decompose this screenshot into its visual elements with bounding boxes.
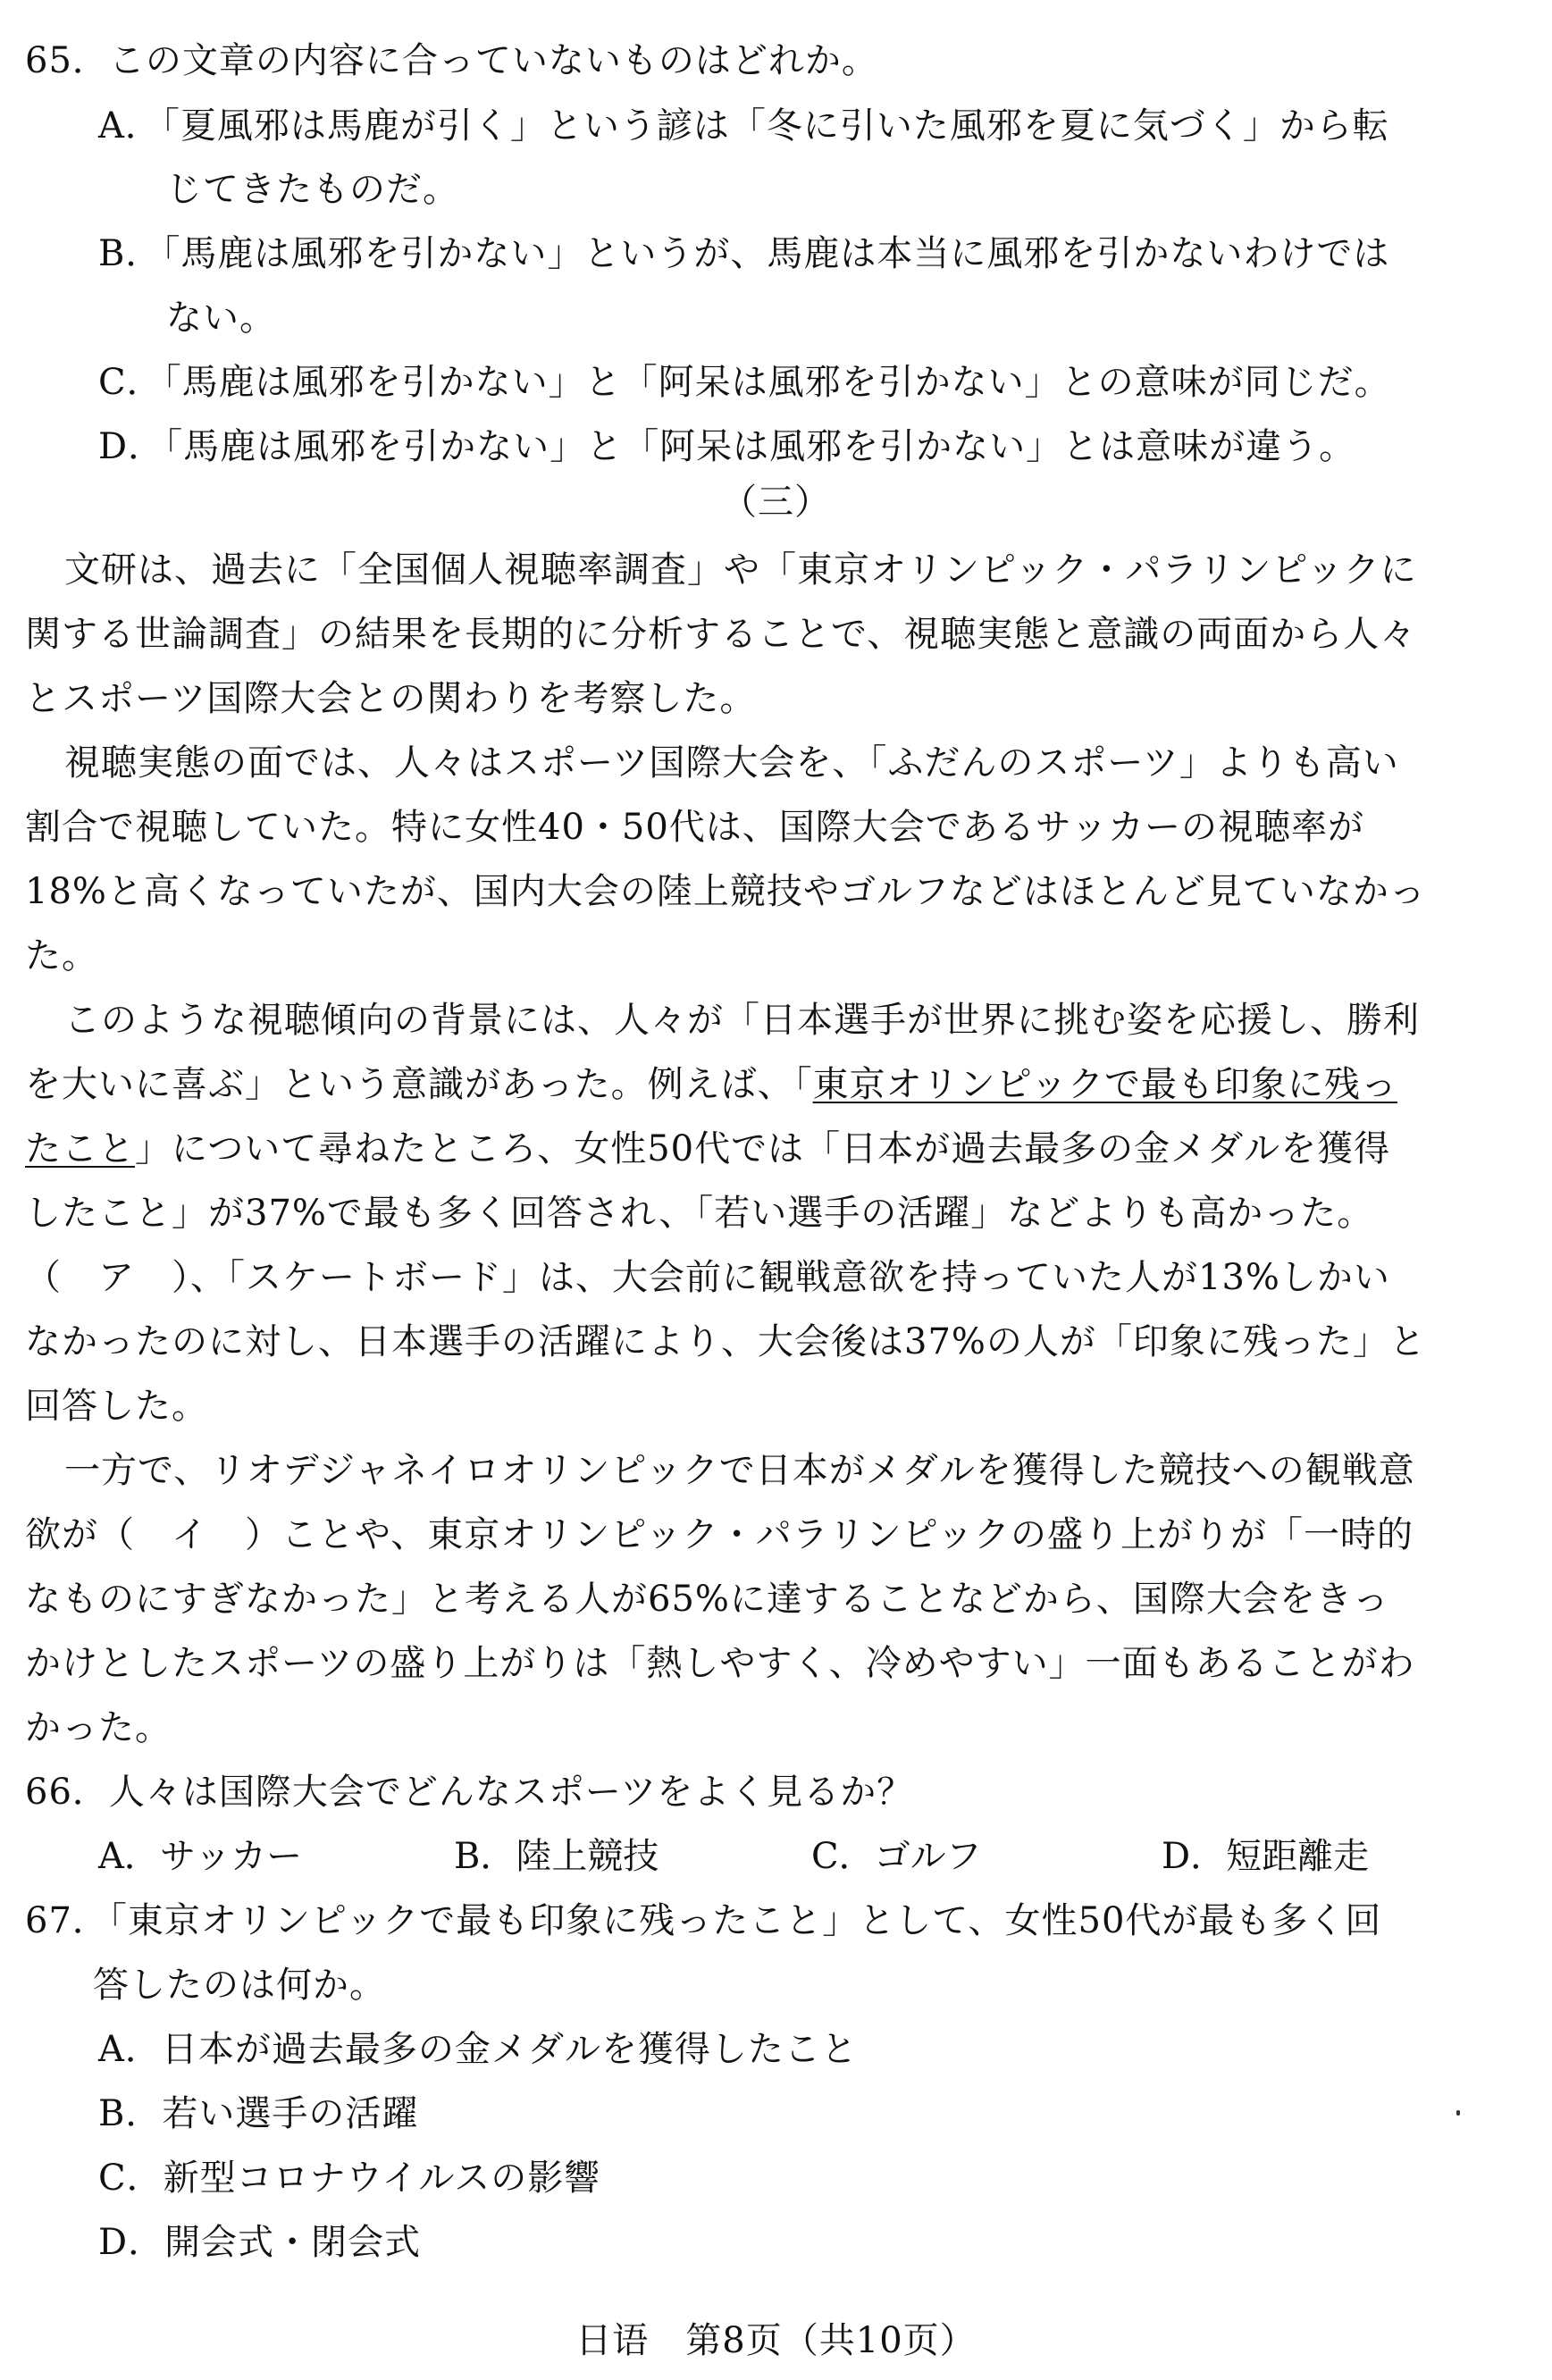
passage-p3-line2-text: を大いに喜ぶ」という意識があった。例えば、「 [25,1064,813,1105]
q67-stem-line1: 67．「東京オリンピックで最も印象に残ったこと」として、女性50代が最も多く回 [25,1900,1382,1941]
passage-p4-line5: かった。 [25,1707,172,1748]
passage-p2-line2: 割合で視聴していた。特に女性40・50代は、国際大会であるサッカーの視聴率が [25,807,1364,848]
q65-option-b-line1: B．「馬鹿は風邪を引かない」というが、馬鹿は本当に風邪を引かないわけでは [98,233,1390,274]
passage-p3-line1: このような視聴傾向の背景には、人々が「日本選手が世界に挑む姿を応援し、勝利 [64,1000,1420,1041]
q67-option-b: B．若い選手の活躍 [98,2093,419,2134]
passage-p3-line6: なかったのに対し、日本選手の活躍により、大会後は37%の人が「印象に残った」と [25,1321,1426,1362]
q67-option-d: D．開会式・閉会式 [98,2222,422,2263]
passage-p2-line3: 18%と高くなっていたが、国内大会の陸上競技やゴルフなどはほとんど見ていなかっ [25,871,1426,912]
q66-option-c: C．ゴルフ [811,1836,982,1877]
underlined-phrase-part2: たこと [25,1128,135,1169]
q67-option-a: A．日本が過去最多の金メダルを獲得したこと [98,2029,858,2070]
q66-option-d: D．短距離走 [1162,1836,1370,1877]
q65-stem: 65．この文章の内容に合っていないものはどれか。 [25,40,878,81]
passage-p1-line3: とスポーツ国際大会との関わりを考察した。 [25,678,757,719]
passage-p4-line4: かけとしたスポーツの盛り上がりは「熱しやすく、冷めやすい」一面もあることがわ [25,1643,1415,1684]
q66-option-a: A．サッカー [98,1836,303,1877]
passage-p3-line2 [25,1060,1397,1110]
passage-p4-line3: なものにすぎなかった」と考える人が65%に達することなどから、国際大会をきっ [25,1579,1389,1620]
passage-p4-line1: 一方で、リオデジャネイロオリンピックで日本がメダルを獲得した競技への観戦意 [64,1450,1415,1491]
q66-stem: 66．人々は国際大会でどんなスポーツをよく見るか？ [25,1772,914,1813]
underlined-phrase-part1: 東京オリンピックで最も印象に残っ [812,1064,1398,1105]
q67-option-c: C．新型コロナウイルスの影響 [98,2158,601,2199]
q65-option-b-line2: ない。 [166,298,276,339]
passage-p2-line1: 視聴実態の面では、人々はスポーツ国際大会を、「ふだんのスポーツ」よりも高い [64,742,1399,784]
passage-p3-line7: 回答した。 [25,1386,208,1427]
passage-p3-line3-text: 」について尋ねたところ、女性50代では「日本が過去最多の金メダルを獲得 [135,1128,1391,1169]
q66-option-b: B．陸上競技 [454,1836,659,1877]
q65-option-a-line2: じてきたものだ。 [166,169,459,210]
q65-option-a-line1: A．「夏風邪は馬鹿が引く」という諺は「冬に引いた風邪を夏に気づく」から転 [98,105,1389,147]
section-heading: （三） [721,482,831,523]
passage-p1-line2: 関する世論調査」の結果を長期的に分析することで、視聴実態と意識の両面から人々 [25,614,1417,655]
q65-option-d: D．「馬鹿は風邪を引かない」と「阿呆は風邪を引かない」とは意味が違う。 [98,426,1356,467]
scan-speck [1456,2110,1460,2116]
passage-p3-line4: したこと」が37%で最も多く回答され、「若い選手の活躍」などよりも高かった。 [25,1193,1374,1234]
passage-p1-line1: 文研は、過去に「全国個人視聴率調査」や「東京オリンピック・パラリンピックに [64,549,1417,591]
passage-p3-line3 [25,1124,1390,1174]
page-footer: 日语 第8页（共10页） [575,2320,977,2361]
q65-option-c: C．「馬鹿は風邪を引かない」と「阿呆は風邪を引かない」との意味が同じだ。 [98,362,1391,403]
q67-stem-line2: 答したのは何か。 [93,1965,386,2006]
passage-p4-line2: 欲が（ イ ）ことや、東京オリンピック・パラリンピックの盛り上がりが「一時的 [25,1514,1414,1555]
passage-p3-line5: （ ア ）、「スケートボード」は、大会前に観戦意欲を持っていた人が13%しかい [25,1257,1390,1298]
passage-p2-line4: た。 [25,935,98,976]
